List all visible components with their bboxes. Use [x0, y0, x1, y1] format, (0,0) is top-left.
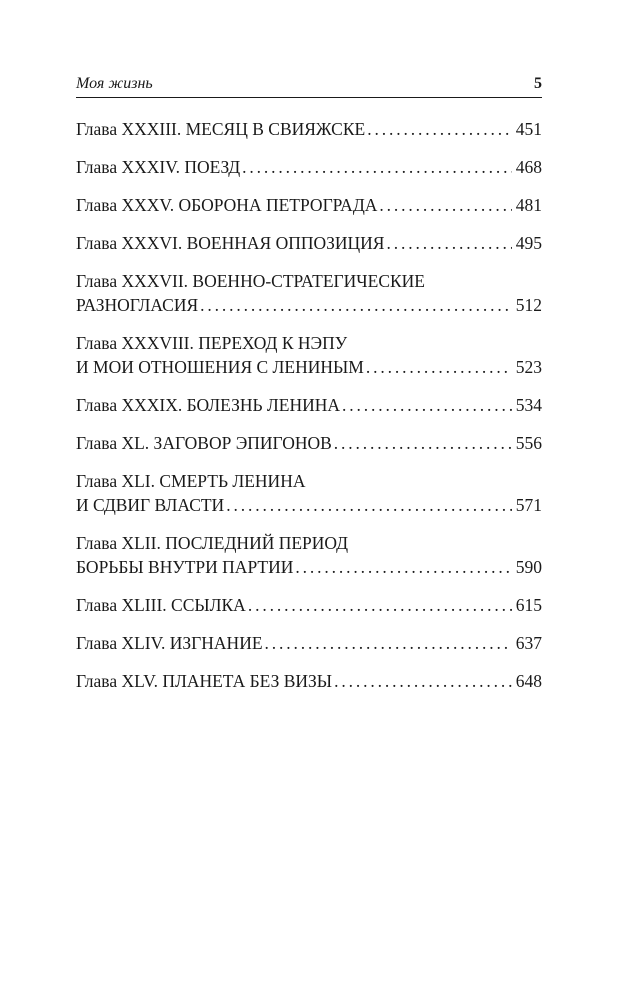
toc-entry [76, 331, 542, 379]
toc-entry-page-number: 512 [515, 295, 542, 315]
running-head [76, 0, 542, 98]
toc-entry [76, 469, 542, 517]
toc-entry-page-number: 615 [515, 595, 542, 615]
toc-entry-line [76, 193, 542, 217]
dot-leader [265, 631, 512, 655]
running-title: Моя жизнь [76, 75, 153, 92]
toc-entry [76, 593, 542, 617]
toc-entry-line [76, 493, 542, 517]
toc-entry-line [76, 393, 542, 417]
toc-entry-page-number: 495 [515, 233, 542, 253]
toc-entry-title: Глава XXXV. ОБОРОНА ПЕТРОГРАДА [76, 195, 378, 215]
toc-entry-line [76, 355, 542, 379]
toc-entry-title: Глава XLIII. ССЫЛКА [76, 595, 246, 615]
toc-entry-title: Глава XXXIV. ПОЕЗД [76, 157, 241, 177]
book-page [76, 0, 542, 691]
toc-entry [76, 155, 542, 179]
toc-entry-title-line: Глава XXXVII. ВОЕННО-СТРАТЕГИЧЕСКИЕ [76, 271, 426, 291]
dot-leader [295, 555, 511, 579]
toc-entry [76, 531, 542, 579]
toc-entry [76, 231, 542, 255]
page-number: 5 [534, 75, 542, 92]
toc-entry-title-line: Глава XLI. СМЕРТЬ ЛЕНИНА [76, 471, 306, 491]
dot-leader [366, 355, 512, 379]
toc-entry [76, 631, 542, 655]
dot-leader [342, 393, 512, 417]
toc-entry-page-number: 534 [515, 395, 542, 415]
toc-entry-title: И СДВИГ ВЛАСТИ [76, 495, 225, 515]
dot-leader [386, 231, 511, 255]
toc-entry-title: Глава XXXIX. БОЛЕЗНЬ ЛЕНИНА [76, 395, 341, 415]
toc-entry-title-line: Глава XLII. ПОСЛЕДНИЙ ПЕРИОД [76, 533, 349, 553]
dot-leader [242, 155, 512, 179]
toc-entry-title: И МОИ ОТНОШЕНИЯ С ЛЕНИНЫМ [76, 357, 364, 377]
toc-entry-title: Глава XLIV. ИЗГНАНИЕ [76, 633, 263, 653]
toc-entry-title: БОРЬБЫ ВНУТРИ ПАРТИИ [76, 557, 294, 577]
toc-entry-title: Глава XL. ЗАГОВОР ЭПИГОНОВ [76, 433, 332, 453]
toc-entry-line [76, 631, 542, 655]
toc-entry-page-number: 481 [515, 195, 542, 215]
toc-entry-line [76, 431, 542, 455]
toc-entry [76, 431, 542, 455]
toc-entry [76, 193, 542, 217]
toc-entry [76, 669, 542, 693]
toc-entry [76, 269, 542, 317]
toc-entry-line [76, 555, 542, 579]
toc-entry-page-number: 590 [515, 557, 542, 577]
toc-entry-page-number: 451 [515, 119, 542, 139]
toc-entry-title-line: Глава XXXVIII. ПЕРЕХОД К НЭПУ [76, 333, 348, 353]
toc-entry-line [76, 593, 542, 617]
toc-entry-line [76, 231, 542, 255]
toc-entry-page-number: 571 [515, 495, 542, 515]
toc-entry [76, 117, 542, 141]
toc-entry-line [76, 669, 542, 693]
toc-entry-title: Глава XLV. ПЛАНЕТА БЕЗ ВИЗЫ [76, 671, 333, 691]
dot-leader [334, 669, 512, 693]
toc-entry-page-number: 523 [515, 357, 542, 377]
toc-entry-line [76, 293, 542, 317]
dot-leader [226, 493, 512, 517]
dot-leader [379, 193, 511, 217]
toc-entry-page-number: 637 [515, 633, 542, 653]
dot-leader [367, 117, 512, 141]
toc-entry-page-number: 648 [515, 671, 542, 691]
dot-leader [200, 293, 512, 317]
dot-leader [334, 431, 512, 455]
toc-entry-title: РАЗНОГЛАСИЯ [76, 295, 199, 315]
dot-leader [248, 593, 512, 617]
toc-entry-line [76, 155, 542, 179]
table-of-contents [76, 117, 542, 707]
toc-entry-title: Глава XXXVI. ВОЕННАЯ ОППОЗИЦИЯ [76, 233, 385, 253]
toc-entry-page-number: 468 [515, 157, 542, 177]
toc-entry-title: Глава XXXIII. МЕСЯЦ В СВИЯЖСКЕ [76, 119, 366, 139]
toc-entry [76, 393, 542, 417]
toc-entry-page-number: 556 [515, 433, 542, 453]
toc-entry-line [76, 117, 542, 141]
